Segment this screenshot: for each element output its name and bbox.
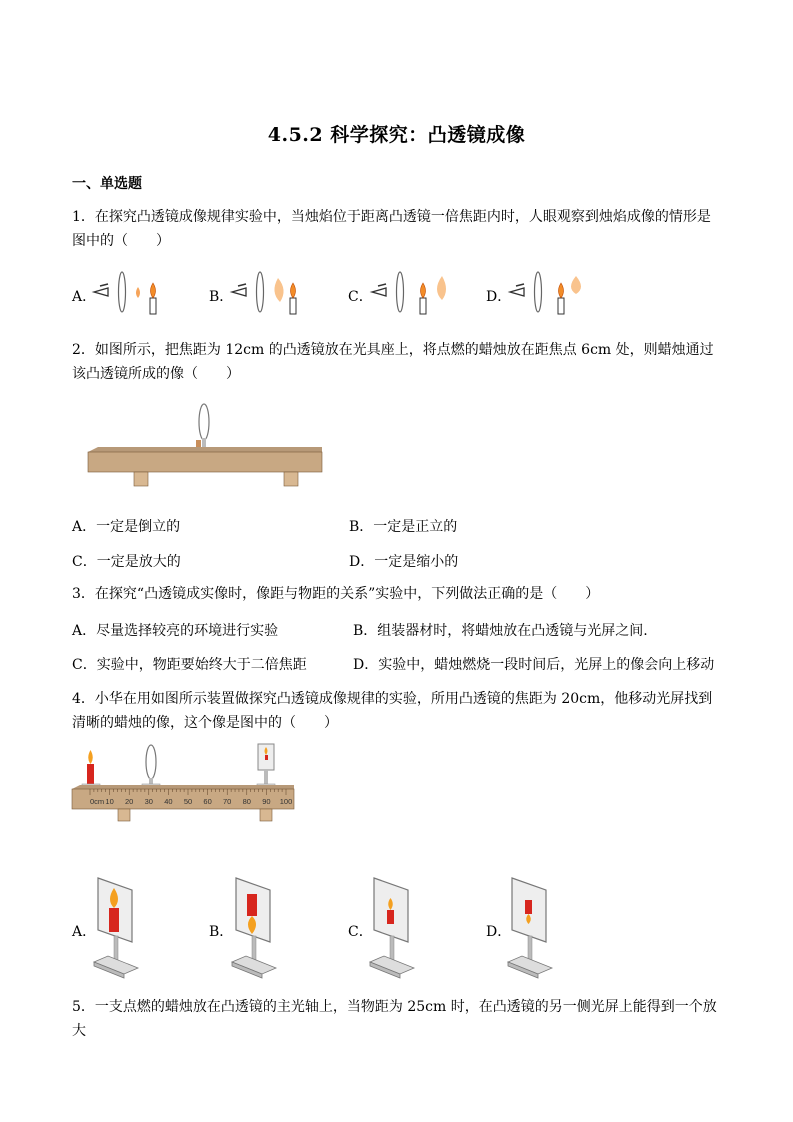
q4-option-d-label: D． <box>486 924 512 940</box>
image-candle-icon <box>387 910 394 924</box>
q3-option-b: B．组装器材时，将蜡烛放在凸透镜与光屏之间. <box>353 623 648 639</box>
ruler-tick-label: 50 <box>183 797 193 806</box>
ruler-tick-label: 0cm <box>90 797 105 806</box>
bench-foot-right <box>284 472 298 486</box>
bench-foot-right <box>260 809 272 821</box>
image-flame-icon <box>437 276 446 300</box>
q1-option-d-figure <box>508 272 598 318</box>
ruler-tick-label: 20 <box>125 797 134 806</box>
q3-option-d: D．实验中，蜡烛燃烧一段时间后，光屏上的像会向上移动 <box>353 657 715 673</box>
ruler-tick-label: 10 <box>105 797 114 806</box>
ruler-tick-label: 100 <box>279 797 293 806</box>
lens-icon <box>397 272 404 312</box>
image-candle-icon <box>247 894 257 916</box>
q2-option-d: D．一定是缩小的 <box>349 554 459 570</box>
q4-option-b-label: B． <box>209 924 234 940</box>
question-3-stem: 3．在探究“凸透镜成实像时，像距与物距的关系”实验中，下列做法正确的是（ ） <box>72 586 600 602</box>
q2-option-a: A．一定是倒立的 <box>72 519 181 535</box>
bench-foot-left <box>134 472 148 486</box>
candle-icon <box>558 298 564 314</box>
image-candle-icon <box>109 908 119 932</box>
lens-icon <box>535 272 542 312</box>
q4-option-c-figure <box>366 876 426 980</box>
bench-top <box>88 447 322 452</box>
question-1-stem: 1．在探究凸透镜成像规律实验中，当烛焰位于距离凸透镜一倍焦距内时，人眼观察到烛焰成像的情形是图中的（ ） <box>72 209 711 249</box>
ruler-tick-label: 30 <box>144 797 153 806</box>
ruler-tick-label: 60 <box>203 797 212 806</box>
q1-option-b-figure <box>230 272 310 318</box>
lens-icon <box>146 745 156 779</box>
ruler-tick-label: 70 <box>223 797 232 806</box>
q4-option-b-figure <box>228 876 288 980</box>
q4-option-c-label: C． <box>348 924 373 940</box>
ruler-tick-label: 90 <box>262 797 271 806</box>
q2-option-c: C．一定是放大的 <box>72 554 181 570</box>
eye-icon <box>510 284 524 296</box>
candle-icon <box>150 298 156 314</box>
flame-icon <box>151 283 156 298</box>
lens-icon <box>119 272 126 312</box>
candle-icon <box>290 298 296 314</box>
eye-icon <box>94 284 108 296</box>
bench-front <box>88 452 322 472</box>
section-heading: 一、单选题 <box>72 176 142 192</box>
q1-option-b-label: B． <box>209 289 234 305</box>
q1-option-c-figure <box>370 272 460 318</box>
candle-icon <box>420 298 426 314</box>
q2-option-b: B．一定是正立的 <box>349 519 458 535</box>
bench-foot-left <box>118 809 130 821</box>
flame-icon <box>291 283 296 298</box>
q1-option-a-label: A． <box>72 289 97 305</box>
image-flame-icon <box>274 278 283 302</box>
flame-icon <box>88 750 93 764</box>
page-title: 4.5.2 科学探究：凸透镜成像 <box>267 124 526 146</box>
q4-optical-bench-figure <box>72 742 298 824</box>
question-2-stem: 2．如图所示，把焦距为 12cm 的凸透镜放在光具座上，将点燃的蜡烛放在距焦点 6cm 处，则蜡烛通过该凸透镜所成的像（ ） <box>72 342 714 382</box>
q3-option-a: A．尽量选择较亮的环境进行实验 <box>72 623 279 639</box>
ruler-tick-label: 40 <box>164 797 173 806</box>
q1-option-a-figure <box>92 272 162 318</box>
candle-icon <box>87 764 94 786</box>
q4-option-d-figure <box>504 876 564 980</box>
q1-option-c-label: C． <box>348 289 373 305</box>
q3-option-c: C．实验中，物距要始终大于二倍焦距 <box>72 657 307 673</box>
flame-icon <box>421 283 426 298</box>
q1-option-d-label: D． <box>486 289 512 305</box>
question-5-stem: 5．一支点燃的蜡烛放在凸透镜的主光轴上，当物距为 25cm 时，在凸透镜的另一侧光屏上能得到一个放大 <box>72 999 717 1039</box>
image-flame-icon <box>571 276 581 294</box>
image-candle-icon <box>525 900 532 914</box>
ruler-tick-label: 80 <box>242 797 251 806</box>
lens-icon <box>199 404 209 440</box>
lens-icon <box>257 272 264 312</box>
eye-icon <box>232 284 246 296</box>
image-flame-icon <box>136 287 140 298</box>
q4-option-a-figure <box>90 876 150 980</box>
q4-option-a-label: A． <box>72 924 97 940</box>
question-4-stem: 4．小华在用如图所示装置做探究凸透镜成像规律的实验，所用凸透镜的焦距为 20cm，他移动光屏找到清晰的蜡烛的像，这个像是图中的（ ） <box>72 691 713 731</box>
q2-optical-bench-figure <box>86 400 326 492</box>
eye-icon <box>372 284 386 296</box>
flame-icon <box>559 283 564 298</box>
